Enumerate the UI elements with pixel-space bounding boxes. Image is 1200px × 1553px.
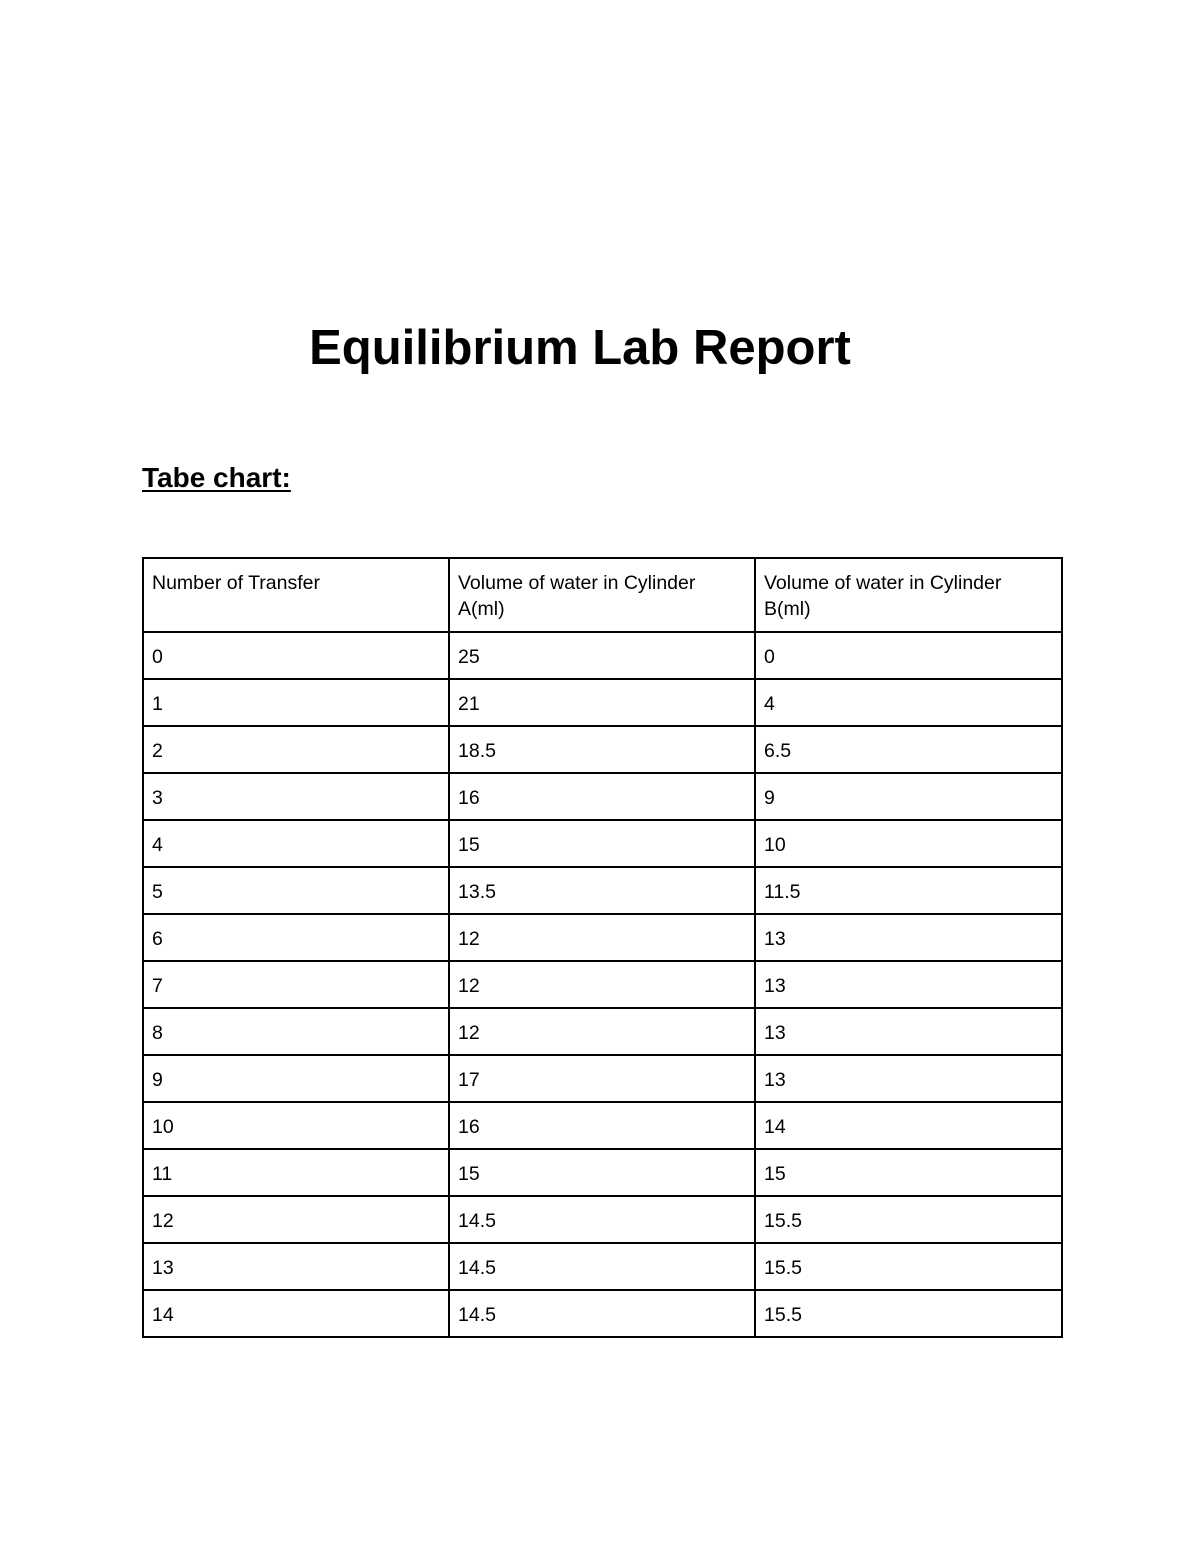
table-row [143, 1290, 1062, 1337]
table-row [143, 726, 1062, 773]
table-row [143, 1149, 1062, 1196]
table-row [143, 1243, 1062, 1290]
cylinder-b-cell: 15 [755, 1149, 1062, 1196]
cylinder-a-cell: 16 [449, 773, 755, 820]
cylinder-a-cell: 12 [449, 1008, 755, 1055]
header-number-of-transfer: Number of Transfer [143, 558, 449, 632]
transfer-cell: 13 [143, 1243, 449, 1290]
transfer-cell: 0 [143, 632, 449, 679]
transfer-cell: 12 [143, 1196, 449, 1243]
cylinder-a-cell: 16 [449, 1102, 755, 1149]
cylinder-a-cell: 14.5 [449, 1196, 755, 1243]
cylinder-a-cell: 12 [449, 914, 755, 961]
transfer-cell: 1 [143, 679, 449, 726]
cylinder-b-cell: 9 [755, 773, 1062, 820]
cylinder-a-cell: 15 [449, 1149, 755, 1196]
cylinder-b-cell: 11.5 [755, 867, 1062, 914]
transfer-cell: 9 [143, 1055, 449, 1102]
cylinder-a-cell: 14.5 [449, 1290, 755, 1337]
table-row [143, 961, 1062, 1008]
transfer-cell: 3 [143, 773, 449, 820]
cylinder-b-cell: 15.5 [755, 1243, 1062, 1290]
table-row [143, 867, 1062, 914]
cylinder-b-cell: 0 [755, 632, 1062, 679]
cylinder-a-cell: 21 [449, 679, 755, 726]
cylinder-b-cell: 15.5 [755, 1290, 1062, 1337]
cylinder-a-cell: 17 [449, 1055, 755, 1102]
cylinder-a-cell: 18.5 [449, 726, 755, 773]
table-header-row [143, 558, 1062, 632]
transfer-cell: 10 [143, 1102, 449, 1149]
table-row [143, 820, 1062, 867]
transfer-cell: 7 [143, 961, 449, 1008]
cylinder-a-cell: 15 [449, 820, 755, 867]
table-row [143, 1102, 1062, 1149]
transfer-cell: 5 [143, 867, 449, 914]
table-row [143, 773, 1062, 820]
section-heading: Tabe chart: [142, 462, 291, 493]
cylinder-b-cell: 13 [755, 961, 1062, 1008]
cylinder-a-cell: 13.5 [449, 867, 755, 914]
cylinder-b-cell: 14 [755, 1102, 1062, 1149]
transfer-cell: 14 [143, 1290, 449, 1337]
table-row [143, 632, 1062, 679]
cylinder-b-cell: 13 [755, 914, 1062, 961]
transfer-cell: 6 [143, 914, 449, 961]
cylinder-b-cell: 13 [755, 1008, 1062, 1055]
transfer-cell: 4 [143, 820, 449, 867]
cylinder-a-cell: 25 [449, 632, 755, 679]
cylinder-b-cell: 15.5 [755, 1196, 1062, 1243]
table-row [143, 1196, 1062, 1243]
page-title: Equilibrium Lab Report [309, 321, 851, 375]
cylinder-b-cell: 4 [755, 679, 1062, 726]
transfer-cell: 11 [143, 1149, 449, 1196]
cylinder-b-cell: 6.5 [755, 726, 1062, 773]
transfer-cell: 2 [143, 726, 449, 773]
cylinder-a-cell: 12 [449, 961, 755, 1008]
cylinder-b-cell: 13 [755, 1055, 1062, 1102]
cylinder-a-cell: 14.5 [449, 1243, 755, 1290]
transfer-cell: 8 [143, 1008, 449, 1055]
header-volume-cylinder-a: Volume of water in Cylinder A(ml) [449, 558, 755, 632]
table-row [143, 1008, 1062, 1055]
table-row [143, 914, 1062, 961]
data-table [142, 557, 1063, 1338]
table-row [143, 679, 1062, 726]
header-volume-cylinder-b: Volume of water in Cylinder B(ml) [755, 558, 1062, 632]
cylinder-b-cell: 10 [755, 820, 1062, 867]
table-row [143, 1055, 1062, 1102]
